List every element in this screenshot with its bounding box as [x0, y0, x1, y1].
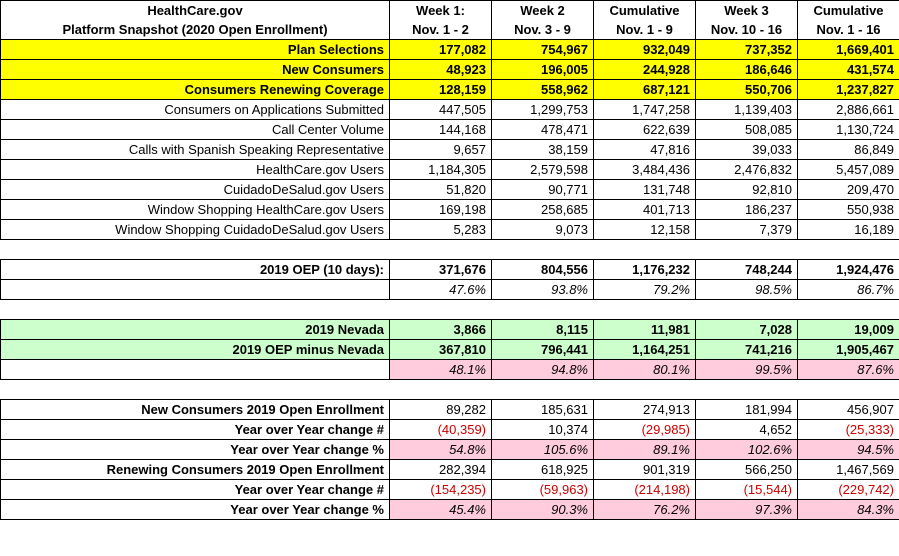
row-label: Consumers on Applications Submitted — [1, 100, 390, 120]
cell: 54.8% — [390, 440, 492, 460]
table-row — [1, 120, 899, 140]
cell: 16,189 — [798, 220, 899, 240]
cell: 94.5% — [798, 440, 899, 460]
cell: 19,009 — [798, 320, 899, 340]
cell: 754,967 — [492, 40, 594, 60]
cell: 181,994 — [696, 400, 798, 420]
cell: 93.8% — [492, 280, 594, 300]
cell: 5,457,089 — [798, 160, 899, 180]
col-head-line2: Nov. 10 - 16 — [710, 22, 783, 37]
cell: 48.1% — [390, 360, 492, 380]
cell: 508,085 — [696, 120, 798, 140]
cell: 131,748 — [594, 180, 696, 200]
row-label: 2019 OEP minus Nevada — [1, 340, 390, 360]
row-label: Plan Selections — [1, 40, 390, 60]
cell: 447,505 — [390, 100, 492, 120]
table-row — [1, 420, 899, 440]
table-row — [1, 60, 899, 80]
table-row — [1, 400, 899, 420]
cell: 87.6% — [798, 360, 899, 380]
cell: 741,216 — [696, 340, 798, 360]
table-row — [1, 360, 899, 380]
cell: 90.3% — [492, 500, 594, 520]
column-header-week3 — [696, 1, 798, 40]
table-row — [1, 200, 899, 220]
table-header-row — [1, 1, 899, 40]
cell: 687,121 — [594, 80, 696, 100]
cell: 76.2% — [594, 500, 696, 520]
table-row — [1, 140, 899, 160]
col-head-line2: Nov. 1 - 9 — [616, 22, 673, 37]
table-row — [1, 100, 899, 120]
row-label — [1, 280, 390, 300]
table-row — [1, 220, 899, 240]
spacer-cell — [1, 300, 899, 320]
spacer-row — [1, 380, 899, 400]
row-label: New Consumers 2019 Open Enrollment — [1, 400, 390, 420]
cell: 1,176,232 — [594, 260, 696, 280]
row-label: HealthCare.gov Users — [1, 160, 390, 180]
cell: 89,282 — [390, 400, 492, 420]
row-label: Window Shopping HealthCare.gov Users — [1, 200, 390, 220]
col-head-line1: Cumulative — [813, 3, 884, 18]
cell: 371,676 — [390, 260, 492, 280]
cell: 401,713 — [594, 200, 696, 220]
table-row — [1, 280, 899, 300]
row-label: New Consumers — [1, 60, 390, 80]
cell: 282,394 — [390, 460, 492, 480]
cell: 2,476,832 — [696, 160, 798, 180]
cell: 4,652 — [696, 420, 798, 440]
cell: 92,810 — [696, 180, 798, 200]
table-row — [1, 80, 899, 100]
cell: 89.1% — [594, 440, 696, 460]
cell: 186,646 — [696, 60, 798, 80]
cell: 102.6% — [696, 440, 798, 460]
cell: 3,484,436 — [594, 160, 696, 180]
cell: 478,471 — [492, 120, 594, 140]
cell: 1,130,724 — [798, 120, 899, 140]
cell: (154,235) — [390, 480, 492, 500]
cell: 1,184,305 — [390, 160, 492, 180]
row-label: Year over Year change % — [1, 440, 390, 460]
table-row — [1, 160, 899, 180]
col-head-line1: Cumulative — [609, 3, 680, 18]
cell: 47,816 — [594, 140, 696, 160]
cell: 51,820 — [390, 180, 492, 200]
cell: 169,198 — [390, 200, 492, 220]
cell: 1,924,476 — [798, 260, 899, 280]
cell: 244,928 — [594, 60, 696, 80]
cell: 99.5% — [696, 360, 798, 380]
cell: 97.3% — [696, 500, 798, 520]
cell: 1,139,403 — [696, 100, 798, 120]
cell: (59,963) — [492, 480, 594, 500]
cell: 144,168 — [390, 120, 492, 140]
table-row — [1, 460, 899, 480]
cell: 1,299,753 — [492, 100, 594, 120]
cell: 456,907 — [798, 400, 899, 420]
cell: 1,905,467 — [798, 340, 899, 360]
cell: 932,049 — [594, 40, 696, 60]
cell: 9,073 — [492, 220, 594, 240]
cell: 86.7% — [798, 280, 899, 300]
cell: (229,742) — [798, 480, 899, 500]
cell: 84.3% — [798, 500, 899, 520]
cell: 1,467,569 — [798, 460, 899, 480]
column-header-week2 — [492, 1, 594, 40]
cell: (15,544) — [696, 480, 798, 500]
cell: 622,639 — [594, 120, 696, 140]
row-label: 2019 OEP (10 days): — [1, 260, 390, 280]
cell: 1,164,251 — [594, 340, 696, 360]
cell: 274,913 — [594, 400, 696, 420]
row-label: Renewing Consumers 2019 Open Enrollment — [1, 460, 390, 480]
title-cell — [1, 1, 390, 40]
cell: 804,556 — [492, 260, 594, 280]
cell: 367,810 — [390, 340, 492, 360]
row-label: Year over Year change % — [1, 500, 390, 520]
row-label: Year over Year change # — [1, 480, 390, 500]
cell: 94.8% — [492, 360, 594, 380]
cell: 1,747,258 — [594, 100, 696, 120]
table-row — [1, 440, 899, 460]
row-label: Window Shopping CuidadoDeSalud.gov Users — [1, 220, 390, 240]
cell: 550,938 — [798, 200, 899, 220]
cell: 79.2% — [594, 280, 696, 300]
column-header-cumulative-1-9 — [594, 1, 696, 40]
cell: 90,771 — [492, 180, 594, 200]
cell: 550,706 — [696, 80, 798, 100]
cell: 209,470 — [798, 180, 899, 200]
cell: 9,657 — [390, 140, 492, 160]
row-label: Calls with Spanish Speaking Representative — [1, 140, 390, 160]
cell: (40,359) — [390, 420, 492, 440]
cell: 2,579,598 — [492, 160, 594, 180]
cell: 186,237 — [696, 200, 798, 220]
cell: 38,159 — [492, 140, 594, 160]
cell: 185,631 — [492, 400, 594, 420]
cell: 8,115 — [492, 320, 594, 340]
cell: 11,981 — [594, 320, 696, 340]
row-label: Consumers Renewing Coverage — [1, 80, 390, 100]
row-label: Call Center Volume — [1, 120, 390, 140]
cell: 128,159 — [390, 80, 492, 100]
table-row — [1, 480, 899, 500]
spacer-cell — [1, 240, 899, 260]
spacer-row — [1, 240, 899, 260]
cell: 796,441 — [492, 340, 594, 360]
cell: 2,886,661 — [798, 100, 899, 120]
row-label: Year over Year change # — [1, 420, 390, 440]
row-label: CuidadoDeSalud.gov Users — [1, 180, 390, 200]
col-head-line1: Week 3 — [724, 3, 769, 18]
cell: 177,082 — [390, 40, 492, 60]
col-head-line1: Week 2 — [520, 3, 565, 18]
column-header-week1 — [390, 1, 492, 40]
table-row — [1, 180, 899, 200]
cell: 737,352 — [696, 40, 798, 60]
cell: 566,250 — [696, 460, 798, 480]
cell: (29,985) — [594, 420, 696, 440]
cell: 12,158 — [594, 220, 696, 240]
cell: (25,333) — [798, 420, 899, 440]
title-line-2: Platform Snapshot (2020 Open Enrollment) — [62, 22, 328, 37]
cell: 1,237,827 — [798, 80, 899, 100]
table-row — [1, 320, 899, 340]
cell: 98.5% — [696, 280, 798, 300]
table-row — [1, 340, 899, 360]
col-head-line2: Nov. 1 - 2 — [412, 22, 469, 37]
cell: 3,866 — [390, 320, 492, 340]
col-head-line1: Week 1: — [416, 3, 465, 18]
cell: 1,669,401 — [798, 40, 899, 60]
table-row — [1, 260, 899, 280]
cell: 748,244 — [696, 260, 798, 280]
cell: 10,374 — [492, 420, 594, 440]
cell: 105.6% — [492, 440, 594, 460]
cell: 86,849 — [798, 140, 899, 160]
cell: 196,005 — [492, 60, 594, 80]
spacer-row — [1, 300, 899, 320]
cell: 7,028 — [696, 320, 798, 340]
cell: 39,033 — [696, 140, 798, 160]
cell: 80.1% — [594, 360, 696, 380]
table-row — [1, 40, 899, 60]
row-label — [1, 360, 390, 380]
cell: 7,379 — [696, 220, 798, 240]
row-label: 2019 Nevada — [1, 320, 390, 340]
cell: 47.6% — [390, 280, 492, 300]
cell: 48,923 — [390, 60, 492, 80]
cell: 258,685 — [492, 200, 594, 220]
col-head-line2: Nov. 3 - 9 — [514, 22, 571, 37]
cell: 901,319 — [594, 460, 696, 480]
spacer-cell — [1, 380, 899, 400]
cell: 5,283 — [390, 220, 492, 240]
cell: (214,198) — [594, 480, 696, 500]
col-head-line2: Nov. 1 - 16 — [816, 22, 881, 37]
cell: 431,574 — [798, 60, 899, 80]
cell: 558,962 — [492, 80, 594, 100]
column-header-cumulative-1-16 — [798, 1, 899, 40]
cell: 618,925 — [492, 460, 594, 480]
table-row — [1, 500, 899, 520]
cell: 45.4% — [390, 500, 492, 520]
title-line-1: HealthCare.gov — [147, 3, 243, 18]
